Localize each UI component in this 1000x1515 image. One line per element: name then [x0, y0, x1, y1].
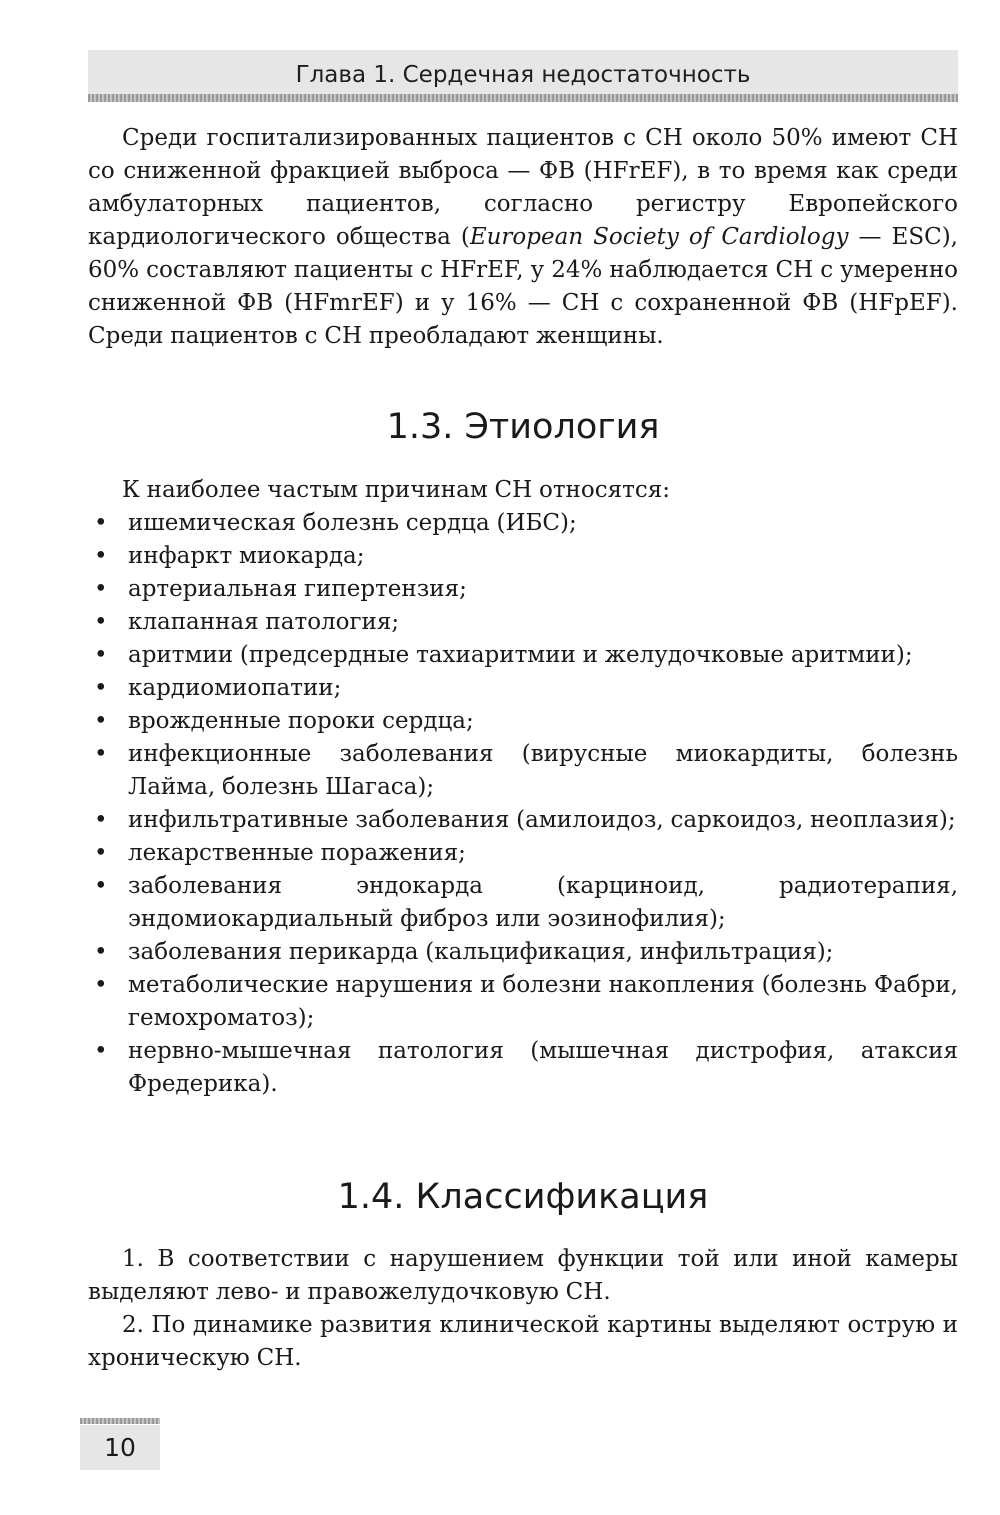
- etiology-item-text: артериальная гипертензия;: [128, 576, 467, 602]
- etiology-list-item: [88, 804, 958, 837]
- bullet-icon: •: [94, 840, 108, 866]
- etiology-item-text: лекарственные поражения;: [128, 840, 466, 866]
- etiology-list-item: [88, 1035, 958, 1101]
- bullet-icon: •: [94, 576, 108, 602]
- etiology-item-text: инфильтративные заболевания (амилоидоз, саркоидоз, неоплазия);: [128, 807, 956, 833]
- classification-heading: 1.4. Классификация: [337, 1177, 709, 1217]
- bullet-icon: •: [94, 708, 108, 734]
- etiology-item-text: нервно-мышечная патология (мышечная дистрофия, атаксия Фредерика).: [128, 1038, 958, 1097]
- etiology-list-item: [88, 870, 958, 936]
- bullet-icon: •: [94, 972, 108, 998]
- bullet-icon: •: [94, 543, 108, 569]
- classification-section: [88, 1243, 958, 1375]
- bullet-icon: •: [94, 642, 108, 668]
- chapter-title: Глава 1. Сердечная недостаточность: [295, 62, 751, 88]
- page-number: 10: [104, 1433, 136, 1462]
- classification-item: 2. По динамике развития клинической картины выделяют острую и хроническую СН.: [88, 1312, 958, 1371]
- etiology-lead: К наиболее частым причинам СН относятся:: [122, 477, 670, 503]
- etiology-list-item: [88, 639, 958, 672]
- etiology-section: [88, 474, 958, 1101]
- intro-text-start: Среди госпитализированных пациентов с СН около 50% имеют СН со сниженной фракцией выброса — ФВ (HFrEF), в то время как среди амбулаторных пациентов, согласно регистру Европейского кардиологического общества (: [88, 125, 958, 250]
- etiology-list-item: [88, 606, 958, 639]
- etiology-list-item: [88, 969, 958, 1035]
- etiology-list-item: [88, 507, 958, 540]
- etiology-list-item: [88, 540, 958, 573]
- etiology-list-item: [88, 705, 958, 738]
- header-rule: [88, 94, 958, 102]
- bullet-icon: •: [94, 939, 108, 965]
- running-header: [88, 50, 958, 94]
- classification-item: 1. В соответствии с нарушением функции той или иной камеры выделяют лево- и правожелудочковую СН.: [88, 1246, 958, 1305]
- etiology-list-item: [88, 573, 958, 606]
- etiology-item-text: заболевания перикарда (кальцификация, инфильтрация);: [128, 939, 834, 965]
- etiology-item-text: инфекционные заболевания (вирусные миокардиты, болезнь Лайма, болезнь Шагаса);: [128, 741, 958, 800]
- etiology-list-item: [88, 837, 958, 870]
- etiology-item-text: метаболические нарушения и болезни накопления (болезнь Фабри, гемохроматоз);: [128, 972, 958, 1031]
- etiology-list-item: [88, 936, 958, 969]
- page-number-box: [80, 1425, 160, 1470]
- bullet-icon: •: [94, 1038, 108, 1064]
- etiology-list-item: [88, 738, 958, 804]
- intro-paragraph-block: [88, 122, 958, 353]
- etiology-item-text: аритмии (предсердные тахиаритмии и желудочковые аритмии);: [128, 642, 913, 668]
- bullet-icon: •: [94, 873, 108, 899]
- bullet-icon: •: [94, 510, 108, 536]
- bullet-icon: •: [94, 609, 108, 635]
- etiology-item-text: кардиомиопатии;: [128, 675, 342, 701]
- footer-rule: [80, 1418, 160, 1424]
- etiology-item-text: заболевания эндокарда (карциноид, радиотерапия, эндомиокардиальный фиброз или эозинофилия);: [128, 873, 958, 932]
- bullet-icon: •: [94, 675, 108, 701]
- etiology-item-text: ишемическая болезнь сердца (ИБС);: [128, 510, 577, 536]
- intro-paragraph: [88, 122, 958, 353]
- etiology-list-item: [88, 672, 958, 705]
- intro-text-italic: European Society of Cardiology: [469, 224, 849, 250]
- etiology-heading: 1.3. Этиология: [386, 407, 660, 447]
- etiology-item-text: врожденные пороки сердца;: [128, 708, 474, 734]
- intro-text-end: — ESC), 60% составляют пациенты с HFrEF, у 24% наблюдается СН с умеренно сниженной ФВ (HFmrEF) и у 16% — СН с сохраненной ФВ (HFpEF). Среди пациентов с СН преобладают женщины.: [88, 224, 958, 349]
- etiology-list: [88, 507, 958, 1101]
- bullet-icon: •: [94, 741, 108, 767]
- etiology-item-text: инфаркт миокарда;: [128, 543, 365, 569]
- etiology-item-text: клапанная патология;: [128, 609, 400, 635]
- bullet-icon: •: [94, 807, 108, 833]
